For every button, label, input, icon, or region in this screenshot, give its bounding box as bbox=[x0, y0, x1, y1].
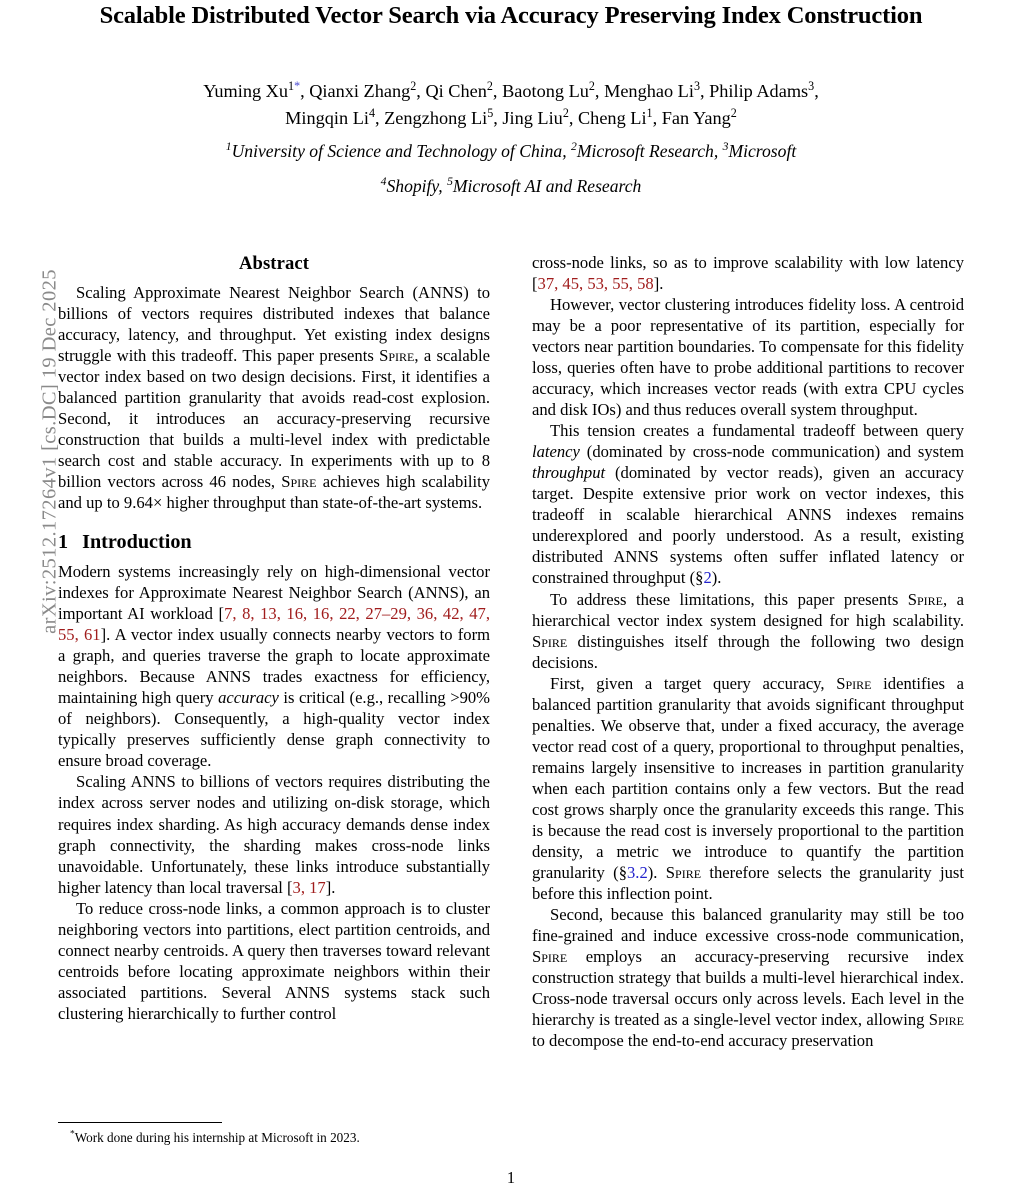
author-name: Qi Chen bbox=[425, 81, 487, 102]
author-entry: Baotong Lu$^2$, bbox=[502, 79, 605, 102]
affiliation-marker: 1 bbox=[225, 139, 232, 153]
author-affiliation-marker: 2 bbox=[730, 105, 737, 120]
author-entry bbox=[661, 105, 737, 128]
footnote-rule bbox=[58, 1122, 222, 1123]
author-name: Jing Liu bbox=[502, 107, 563, 128]
author-entry: Yuming $Xu^{1*}$, bbox=[203, 79, 310, 102]
affiliation-name: Microsoft Research, bbox=[576, 140, 719, 161]
emphasis: latency bbox=[532, 442, 580, 462]
arxiv-stamp: arXiv:2512.17264v1 [cs.DC] 19 Dec 2025 bbox=[38, 269, 61, 634]
affiliation-name: Shopify, bbox=[386, 176, 443, 197]
author-name: Fan Yang bbox=[661, 107, 731, 128]
section-cross-reference[interactable]: 3.2 bbox=[627, 862, 648, 882]
affiliation-list bbox=[58, 138, 964, 200]
citation-ref[interactable]: 3, 17 bbox=[292, 877, 326, 897]
author-entry: Qianxi Zhang$^2$, bbox=[309, 79, 426, 102]
author-entry: Cheng Li$^1$, bbox=[577, 105, 662, 128]
system-name: Spire bbox=[665, 862, 702, 882]
intro-paragraph-2: Scaling ANNS to billions of vectors requires distributing the index across server nodes and utilizing on-disk storage, which requires index sharding. As high accuracy demands dense index graph connectivity, the sharding makes cross-node links unavoidable. Unfortunately, these links introduce substantially higher latency than local traversal [3, 17]. bbox=[58, 772, 490, 897]
page-number: 1 bbox=[506, 1168, 516, 1187]
author-name: Mingqin Li bbox=[285, 107, 369, 128]
citation-ref[interactable]: 7, 8, 13, 16, 16, 22, 27–29, 36, 42, 47, 55, 61 bbox=[58, 604, 490, 645]
footnote-text: *Work done during his internship at Microsoft in 2023. bbox=[70, 1129, 360, 1145]
author-entry: Qi Chen$^2$, bbox=[425, 79, 503, 102]
intro-paragraph-7: To address these limitations, this paper presents Spire, a hierarchical vector index system designed for high scalability. Spire distinguishes itself through the following two design decisions. bbox=[532, 589, 964, 672]
section-title: Introduction bbox=[82, 530, 192, 553]
affiliation-marker: 3 bbox=[722, 139, 729, 153]
affiliation-line-1 bbox=[58, 138, 964, 165]
system-name: Spire bbox=[907, 589, 943, 609]
section-heading-introduction bbox=[58, 530, 490, 554]
page-title: Scalable Distributed Vector Search via Accuracy Preserving Index Construction bbox=[99, 2, 923, 29]
affiliation-line-2 bbox=[58, 173, 964, 200]
affiliation-name: Microsoft bbox=[728, 140, 797, 161]
abstract-heading: Abstract bbox=[239, 253, 309, 274]
emphasis: accuracy bbox=[218, 688, 279, 708]
section-cross-reference[interactable]: 2 bbox=[703, 568, 712, 588]
author-affiliation-marker: 2 bbox=[486, 79, 493, 94]
author-name: Philip Adams bbox=[709, 81, 809, 102]
author-entry: Mingqin Li$^4$, bbox=[285, 105, 385, 128]
author-affiliation-marker: 1 bbox=[646, 105, 653, 120]
author-name: Qianxi Zhang bbox=[309, 81, 411, 102]
affiliation-name: Microsoft AI and Research bbox=[452, 176, 642, 197]
system-name: Spire bbox=[281, 471, 317, 491]
author-affiliation-marker: 3 bbox=[808, 79, 815, 94]
footnote-block bbox=[58, 1122, 490, 1146]
author-entry: Zengzhong Li$^5$, bbox=[384, 105, 503, 128]
affiliation-marker: 5 bbox=[447, 175, 453, 189]
author-entry: Jing Liu$^2$, bbox=[502, 105, 578, 128]
footnote-marker: * bbox=[70, 1129, 75, 1140]
system-name: Spire bbox=[532, 631, 568, 651]
author-name: Cheng Li bbox=[577, 107, 647, 128]
section-number: 1 bbox=[58, 530, 69, 553]
author-affiliation-marker: 2 bbox=[588, 79, 595, 94]
intro-paragraph-3: To reduce cross-node links, a common approach is to cluster neighboring vectors into partitions, elect partition centroids, and connect nearby centroids. A query then traverses toward relevant centroids before locating approximate neighbors within their associated partitions. Several ANNS systems stack such clustering hierarchically to further control bbox=[58, 898, 490, 1023]
system-name: Spire bbox=[836, 673, 872, 693]
author-list bbox=[58, 78, 964, 131]
intro-paragraph-5: However, vector clustering introduces fidelity loss. A centroid may be a poor representative of its partition, especially for vectors near partition boundaries. To compensate for this fidelity loss, queries often have to probe additional partitions to recover accuracy, which increases vector reads (with extra CPU cycles and disk IOs) and thus reduces overall system throughput. bbox=[532, 295, 964, 420]
intro-paragraph-1: Modern systems increasingly rely on high-dimensional vector indexes for Approximate Nearest Neighbor Search (ANNS), an important AI workload [7, 8, 13, 16, 16, 22, 27–29, 36, 42, 47, 55, 61]. A vector index usually connects nearby vectors to form a graph, and queries traverse the graph to locate approximate neighbors. Because ANNS trades exactness for efficiency, maintaining high query accuracy is critical (e.g., recalling >90% of neighbors). Consequently, a high-quality vector index typically preserves sufficiently dense graph connectivity to ensure broad coverage. bbox=[58, 562, 491, 771]
affiliation-marker: 2 bbox=[571, 139, 577, 153]
intro-paragraph-6: This tension creates a fundamental tradeoff between query latency (dominated by cross-node communication) and system throughput (dominated by vector reads), given an accuracy target. Despite extensive prior work on vector indexes, this tradeoff in scalable hierarchical ANNS indexes remains underexplored and poorly understood. As a result, existing distributed ANNS systems often suffer inflated latency or constrained throughput (§2). bbox=[532, 421, 964, 588]
author-affiliation-marker: 5 bbox=[487, 105, 494, 120]
body-columns bbox=[58, 252, 964, 1152]
affiliation-name: University of Science and Technology of China, bbox=[231, 140, 567, 161]
author-affiliation-marker: 4 bbox=[368, 105, 375, 120]
author-entry: Menghao Li$^3$, bbox=[604, 79, 710, 102]
system-name: Spire bbox=[928, 1010, 964, 1030]
author-name: Menghao Li bbox=[604, 81, 694, 102]
intro-paragraph-4: cross-node links, so as to improve scalability with low latency [37, 45, 53, 55, 58]. bbox=[532, 253, 964, 294]
intro-paragraph-8: First, given a target query accuracy, Spire identifies a balanced partition granularity that avoids significant throughput penalties. We observe that, under a fixed accuracy, the average vector read cost of a query, proportional to throughput penalties, remains largely insensitive to increases in partition granularity when each partition contains only a few vectors. But the read cost grows sharply once the granularity exceeds this range. This is because the read cost is inversely proportional to the partition density, a metric we introduce to quantify the partition granularity (§3.2). Spire therefore selects the granularity just before this inflection point. bbox=[532, 673, 965, 903]
author-name: Yuming Xu bbox=[203, 81, 289, 102]
author-name: Baotong Lu bbox=[502, 81, 589, 102]
emphasis: throughput bbox=[532, 463, 606, 483]
author-name: Zengzhong Li bbox=[384, 107, 488, 128]
intro-paragraph-9: Second, because this balanced granularity may still be too fine-grained and induce excessive cross-node communication, Spire employs an accuracy-preserving recursive index construction strategy that builds a multi-level hierarchical index. Cross-node traversal occurs only across levels. Each level in the hierarchy is treated as a single-level vector index, allowing Spire to decompose the end-to-end accuracy preservation bbox=[532, 904, 964, 1051]
citation-ref[interactable]: 37, 45, 53, 55, 58 bbox=[537, 274, 654, 294]
author-entry: Philip Adams$^3$, bbox=[709, 79, 819, 102]
paper-page bbox=[58, 0, 964, 1200]
author-affiliation-marker: 2 bbox=[562, 105, 569, 120]
system-name: Spire bbox=[379, 345, 415, 365]
author-line-2 bbox=[58, 105, 964, 132]
author-affiliation-marker: 3 bbox=[693, 79, 700, 94]
author-line-1 bbox=[58, 78, 964, 105]
system-name: Spire bbox=[532, 947, 568, 967]
author-affiliation-marker: 1* bbox=[288, 79, 301, 94]
abstract-paragraph: Scaling Approximate Nearest Neighbor Search (ANNS) to billions of vectors requires distributed indexes that balance accuracy, latency, and throughput. Yet existing index designs struggle with this tradeoff. This paper presents Spire, a scalable vector index based on two design decisions. First, it identifies a balanced partition granularity that avoids read-cost explosion. Second, it introduces an accuracy-preserving recursive construction that builds a multi-level index with predictable search cost and stable accuracy. In experiments with up to 8 billion vectors across 46 nodes, Spire achieves high scalability and up to 9.64× higher throughput than state-of-the-art systems. bbox=[58, 282, 490, 512]
right-column bbox=[532, 252, 964, 1051]
author-affiliation-marker: 2 bbox=[410, 79, 417, 94]
author-footnote-marker[interactable]: * bbox=[294, 79, 301, 94]
left-column bbox=[58, 252, 490, 1024]
affiliation-marker: 4 bbox=[380, 175, 387, 189]
